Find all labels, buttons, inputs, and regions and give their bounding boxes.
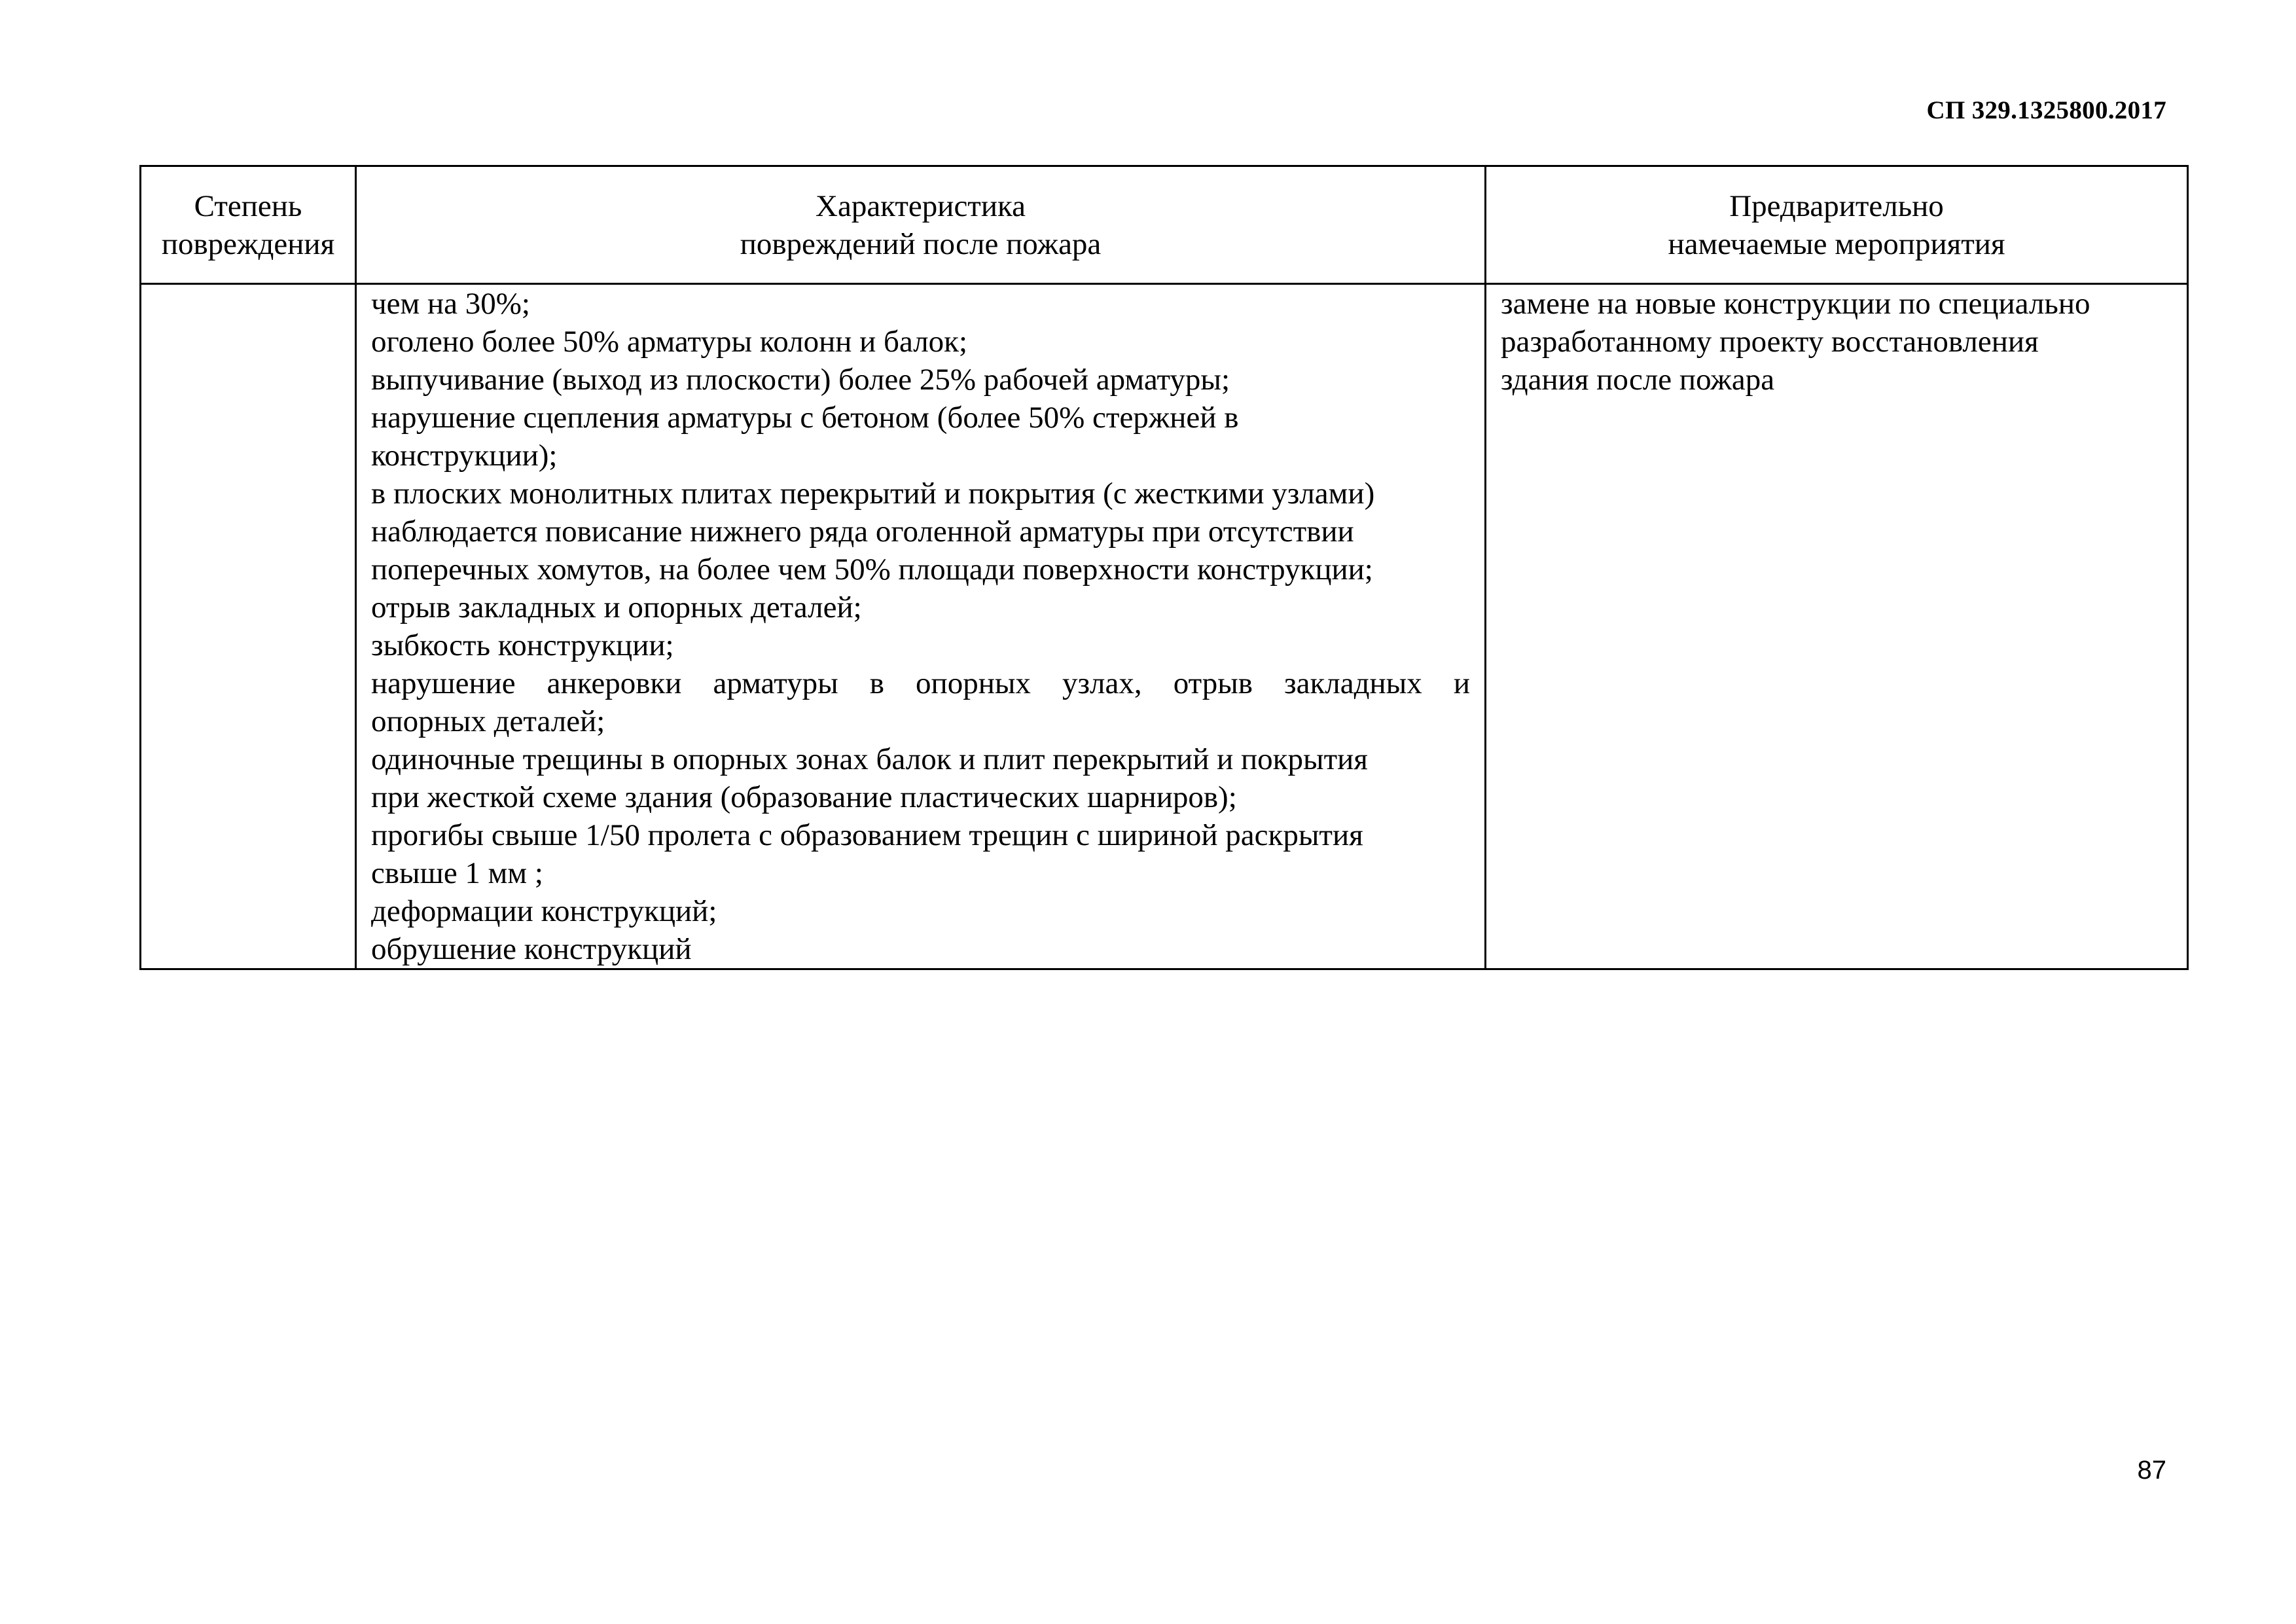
document-code: СП 329.1325800.2017 [1926,96,2166,124]
characteristics-line: при жесткой схеме здания (образование пластических шарниров); [371,780,1237,814]
characteristics-line: выпучивание (выход из плоскости) более 25% рабочей арматуры; [371,363,1230,397]
header-damage-degree: Степень повреждения [141,166,356,284]
characteristics-line: отрыв закладных и опорных деталей; [371,590,862,624]
table-header-row [141,166,2188,284]
table-row [141,284,2188,969]
characteristics-line: зыбкость конструкции; [371,628,674,662]
characteristics-line: оголено более 50% арматуры колонн и балок; [371,325,968,359]
cell-damage-degree [141,284,356,969]
characteristics-line: поперечных хомутов, на более чем 50% площади поверхности конструкции; [371,552,1373,586]
cell-characteristics [356,284,1486,969]
measures-line: замене на новые конструкции по специально [1501,287,2090,321]
characteristics-line: опорных деталей; [371,704,605,738]
characteristics-line: нарушение анкеровки арматуры в опорных узлах, отрыв закладных и [371,666,1470,700]
characteristics-line: наблюдается повисание нижнего ряда оголенной арматуры при отсутствии [371,514,1354,549]
characteristics-line: деформации конструкций; [371,894,717,928]
page-number: 87 [2137,1456,2166,1485]
header-measures: Предварительно намечаемые мероприятия [1486,166,2188,284]
characteristics-line: прогибы свыше 1/50 пролета с образованием трещин с шириной раскрытия [371,818,1363,852]
measures-line: разработанному проекту восстановления [1501,325,2039,359]
characteristics-line: нарушение сцепления арматуры с бетоном (более 50% стержней в [371,401,1239,435]
cell-measures [1486,284,2188,969]
characteristics-line: свыше 1 мм ; [371,856,543,890]
characteristics-line: одиночные трещины в опорных зонах балок и плит перекрытий и покрытия [371,742,1368,776]
characteristics-line: конструкции); [371,439,558,473]
characteristics-line: в плоских монолитных плитах перекрытий и покрытия (с жесткими узлами) [371,477,1375,511]
characteristics-line: обрушение конструкций [371,932,692,966]
characteristics-line: чем на 30%; [371,287,530,321]
damage-table [139,165,2189,970]
measures-line: здания после пожара [1501,363,1775,397]
header-characteristics: Характеристика повреждений после пожара [356,166,1486,284]
